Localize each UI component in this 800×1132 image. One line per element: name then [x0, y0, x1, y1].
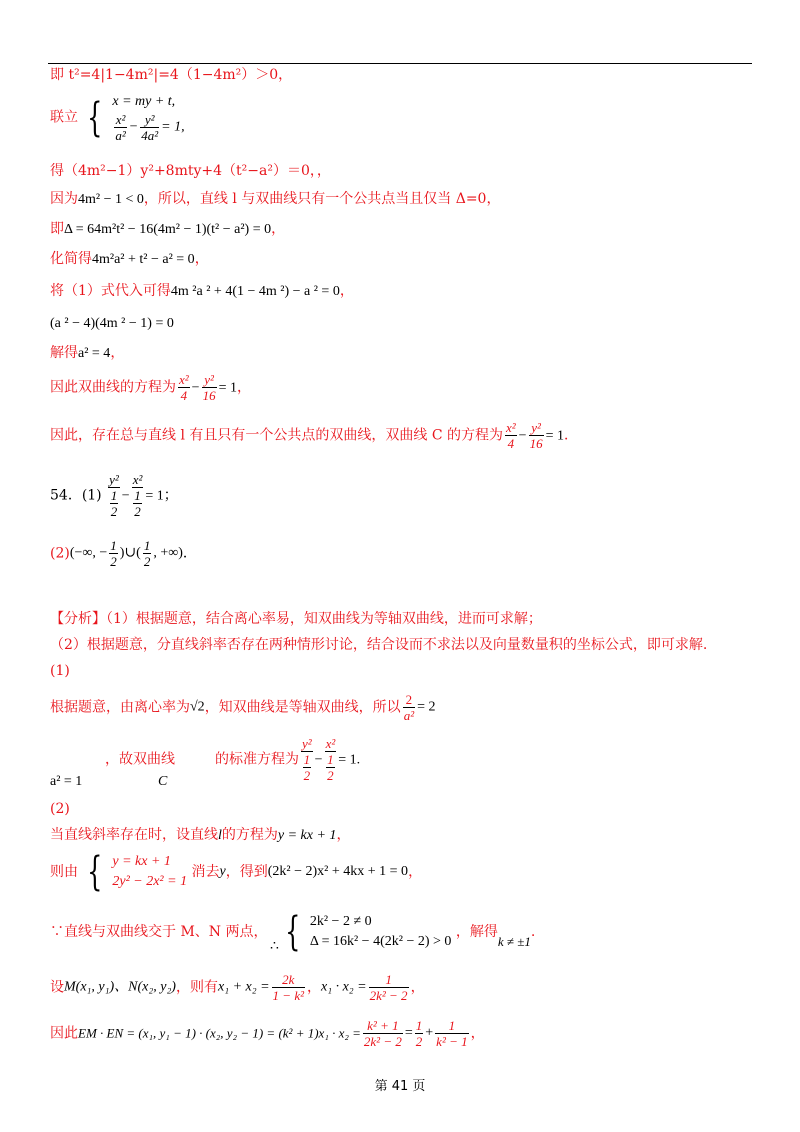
line-conclusion: 因此，存在总与直线 l 有且只有一个公共点的双曲线，双曲线 C 的方程为 $\frac{\text{x²}}{4}$ − $\frac{\text{y²}}{16}$ = 1．: [50, 420, 578, 451]
equation-1: x = my + t,: [112, 94, 176, 109]
curve-c-label: C: [158, 774, 168, 789]
brace-icon: {: [87, 849, 103, 895]
line-system-1: [50, 92, 185, 143]
line-simplify: 化简得4m²a² + t² − a² = 0，: [50, 251, 209, 267]
q54-answer-1: 54．(1) $\frac{\text{y²}}{\frac{1}{2}}$ − $\frac{\text{x²}}{\frac{1}{2}}$ = 1；: [50, 472, 178, 519]
line-t-squared: [50, 66, 292, 84]
part-1-label: (1): [50, 663, 70, 679]
line-factored: (a ² − 4)(4m ² − 1) = 0: [50, 316, 174, 331]
fraction: $\frac{\text{x²}}{\text{a²}}$: [115, 112, 126, 143]
page-number: 第 41 页: [374, 1079, 426, 1094]
line-because: 因为4m² − 1 < 0，所以，直线 l 与双曲线只有一个公共点当且仅当 Δ=0，: [50, 191, 501, 207]
line-quadratic: [50, 162, 331, 180]
condition-system: ∴ { 2k² − 2 ≠ 0 Δ = 16k² − 4(2k² − 2) > 0: [269, 909, 452, 955]
q54-answer-2: (2)(−∞, − $\frac{1}{2}$ )∪( $\frac{1}{2}$ , +∞)．: [50, 538, 197, 569]
system-equations: [112, 92, 184, 143]
fraction: $\frac{\text{x²}}{\frac{1}{2}}$: [132, 472, 143, 519]
brace-icon: {: [87, 94, 103, 141]
equation-2: $\frac{\text{x²}}{\text{a²}}$ − $\frac{\text{y²}}{\text{4a²}}$ = 1,: [115, 112, 185, 143]
analysis-line-2: （2）根据题意，分直线斜率否存在两种情形讨论，结合设而不求法以及向量数量积的坐标公式，即可求解.: [50, 637, 708, 653]
part-1-result: ，故双曲线 的标准方程为 $\frac{\text{y²}}{\frac{1}{2}}$ − $\frac{\text{x²}}{\frac{1}{2}}$ = 1.: [105, 736, 361, 783]
fraction: $\frac{\text{y²}}{\frac{1}{2}}$: [109, 472, 119, 519]
a-squared-value: a² = 1: [50, 774, 83, 789]
line-text: 得（4m²−1）y²+8mty+4（t²−a²）＝0，，: [50, 163, 331, 179]
fraction: $\frac{\text{y²}}{\text{4a²}}$: [141, 112, 159, 143]
part-2-line: 当直线斜率存在时，设直线l的方程为y = kx + 1，: [50, 827, 351, 843]
part-2-dot-product: 因此EM · EN = (x₁, y₁ − 1) · (x₂, y₂ − 1) = (k² + 1)x₁ · x₂ = $\frac{\text{k² + 1}}{\text{2k² − 2}}$ = $\frac{1}{2}$ + $\frac{1}{\text{k² − 1}}$ ，: [50, 1018, 485, 1049]
line-text: 即 t²=4|1−4m²|=4（1−4m²）＞0，: [50, 67, 293, 83]
system-label: 联立: [50, 109, 78, 126]
part-2-label: (2): [50, 801, 70, 817]
part-1-text: 根据题意，由离心率为√2，知双曲线是等轴双曲线，所以 $\frac{2}{\text{a²}}$ = 2: [50, 692, 436, 723]
part-2-system: 则由 { y = kx + 1 2y² − 2x² = 1 消去y，得到(2k² − 2)x² + 4kx + 1 = 0，: [50, 849, 423, 895]
part-2-points: 设M(x₁, y₁)、N(x₂, y₂)，则有x₁ + x₂ = $\frac{2k}{\text{1 − k²}}$ ，x₁ · x₂ = $\frac{1}{\text{2k² − 2}}$ ，: [50, 972, 425, 1003]
header-rule: [48, 63, 752, 64]
part-2-intersect: ∵直线与双曲线交于 M、N 两点， ∴ { 2k² − 2 ≠ 0 Δ = 16k² − 4(2k² − 2) > 0 ，解得k ≠ ±1.: [50, 909, 536, 955]
analysis-line-1: 【分析】（1）根据题意，结合离心率易，知双曲线为等轴双曲线，进而可求解；: [50, 611, 542, 627]
line-hyperbola-eq: 因此双曲线的方程为 $\frac{\text{x²}}{4}$ − $\frac{\text{y²}}{16}$ = 1，: [50, 372, 251, 403]
analysis-tag: 【分析】: [50, 611, 106, 627]
line-solve-a: 解得a² = 4，: [50, 345, 125, 361]
line-substitute: 将（1）式代入可得4m ²a ² + 4(1 − 4m ²) − a ² = 0，: [50, 283, 354, 299]
brace-icon: {: [285, 909, 301, 955]
question-number: 54．(1): [50, 487, 102, 504]
line-delta: 即Δ = 64m²t² − 16(4m² − 1)(t² − a²) = 0，: [50, 221, 286, 237]
